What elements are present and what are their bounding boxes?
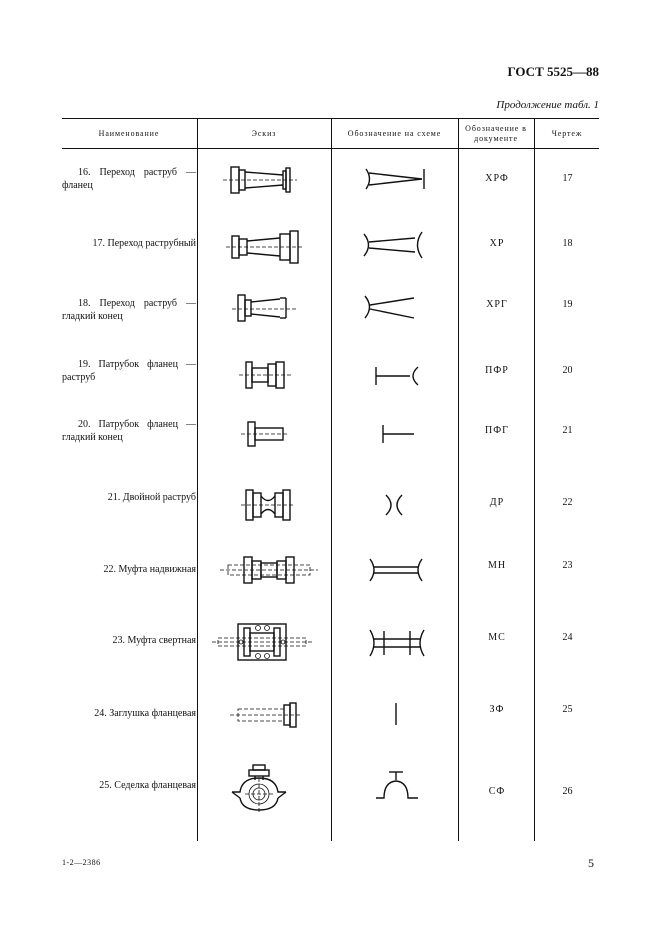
drawing-number: 17 xyxy=(562,173,573,184)
drawing-number: 20 xyxy=(562,365,573,376)
column-header-sketch: Эскиз xyxy=(251,129,277,138)
drawing-number: 24 xyxy=(562,632,573,643)
double-socket-sketch-icon xyxy=(240,486,296,524)
row-name xyxy=(62,418,196,444)
flange-spigot-pipe-sketch-icon xyxy=(238,418,292,450)
row-name xyxy=(62,237,196,250)
row-name xyxy=(62,779,196,792)
doc-code: ХРГ xyxy=(486,299,508,310)
doc-code: СФ xyxy=(488,786,506,797)
row-name-line: 17. Переход раструбный xyxy=(92,238,196,249)
row-name xyxy=(62,634,196,647)
table-continuation-label: Продолжение табл. 1 xyxy=(496,99,599,111)
row-name-line: 24. Заглушка фланцевая xyxy=(94,708,196,719)
row-name-line: 22. Муфта надвижная xyxy=(103,564,196,575)
print-code: 1-2—2386 xyxy=(62,858,101,867)
row-name-line: 20. Патрубок фланец — xyxy=(78,419,196,430)
row-name-line: 23. Муфта свертная xyxy=(112,635,196,646)
slip-coupling-sketch-icon xyxy=(218,552,320,588)
doc-code: ЗФ xyxy=(489,704,505,715)
flange-socket-reducer-sketch-icon xyxy=(215,160,305,200)
flange-saddle-symbol-icon xyxy=(372,768,424,802)
column-header-drawing: Чертеж xyxy=(551,129,583,138)
column-divider xyxy=(458,118,459,841)
drawing-number: 25 xyxy=(562,704,573,715)
row-name xyxy=(62,358,196,384)
flange-socket-pipe-symbol-icon xyxy=(370,362,424,390)
flange-saddle-sketch-icon xyxy=(228,762,290,818)
row-name xyxy=(62,707,196,720)
drawing-number: 22 xyxy=(562,497,573,508)
doc-code: ДР xyxy=(489,497,505,508)
flange-socket-reducer-symbol-icon xyxy=(360,163,430,195)
drawing-number: 21 xyxy=(562,425,573,436)
drawing-number: 18 xyxy=(562,238,573,249)
column-divider xyxy=(331,118,332,841)
column-header-scheme-symbol: Обозначение на схеме xyxy=(347,129,442,138)
column-divider xyxy=(197,118,198,841)
bolted-coupling-sketch-icon xyxy=(210,620,314,664)
row-name-line: гладкий конец xyxy=(62,432,123,443)
bolted-coupling-symbol-icon xyxy=(364,626,430,660)
row-name-line: 16. Переход раструб — xyxy=(78,167,196,178)
doc-code: ПФГ xyxy=(485,425,509,436)
row-name-line: раструб xyxy=(62,372,96,383)
flange-socket-pipe-sketch-icon xyxy=(236,358,296,392)
socket-reducer-sketch-icon xyxy=(222,228,308,266)
socket-spigot-reducer-symbol-icon xyxy=(362,292,422,324)
column-header-name: Наименование xyxy=(98,129,160,138)
row-name-line: 21. Двойной раструб xyxy=(107,492,196,503)
row-name xyxy=(62,297,196,323)
socket-reducer-symbol-icon xyxy=(360,228,430,262)
row-name-line: 18. Переход раструб — xyxy=(78,298,196,309)
row-name-line: гладкий конец xyxy=(62,311,123,322)
doc-code: ХРФ xyxy=(485,173,509,184)
double-socket-symbol-icon xyxy=(382,492,406,518)
row-name xyxy=(62,491,196,504)
row-name-line: 19. Патрубок фланец — xyxy=(78,359,196,370)
document-code: ГОСТ 5525—88 xyxy=(507,64,599,79)
drawing-number: 23 xyxy=(562,560,573,571)
drawing-number: 26 xyxy=(562,786,573,797)
blind-flange-symbol-icon xyxy=(390,700,402,728)
row-name xyxy=(62,166,196,192)
page-number: 5 xyxy=(588,856,594,870)
socket-spigot-reducer-sketch-icon xyxy=(230,292,302,326)
row-name-line: 25. Седелка фланцевая xyxy=(99,780,196,791)
drawing-number: 19 xyxy=(562,299,573,310)
blind-flange-sketch-icon xyxy=(228,700,304,730)
row-name xyxy=(62,563,196,576)
column-header-doc-code: Обозначение в документе xyxy=(465,124,527,143)
doc-code: МН xyxy=(487,560,507,571)
doc-code: МС xyxy=(488,632,506,643)
row-name-line: фланец xyxy=(62,180,93,191)
slip-coupling-symbol-icon xyxy=(364,556,430,586)
doc-code: ПФР xyxy=(485,365,509,376)
doc-code: ХР xyxy=(489,238,505,249)
flange-spigot-pipe-symbol-icon xyxy=(378,422,418,446)
column-divider xyxy=(534,118,535,841)
